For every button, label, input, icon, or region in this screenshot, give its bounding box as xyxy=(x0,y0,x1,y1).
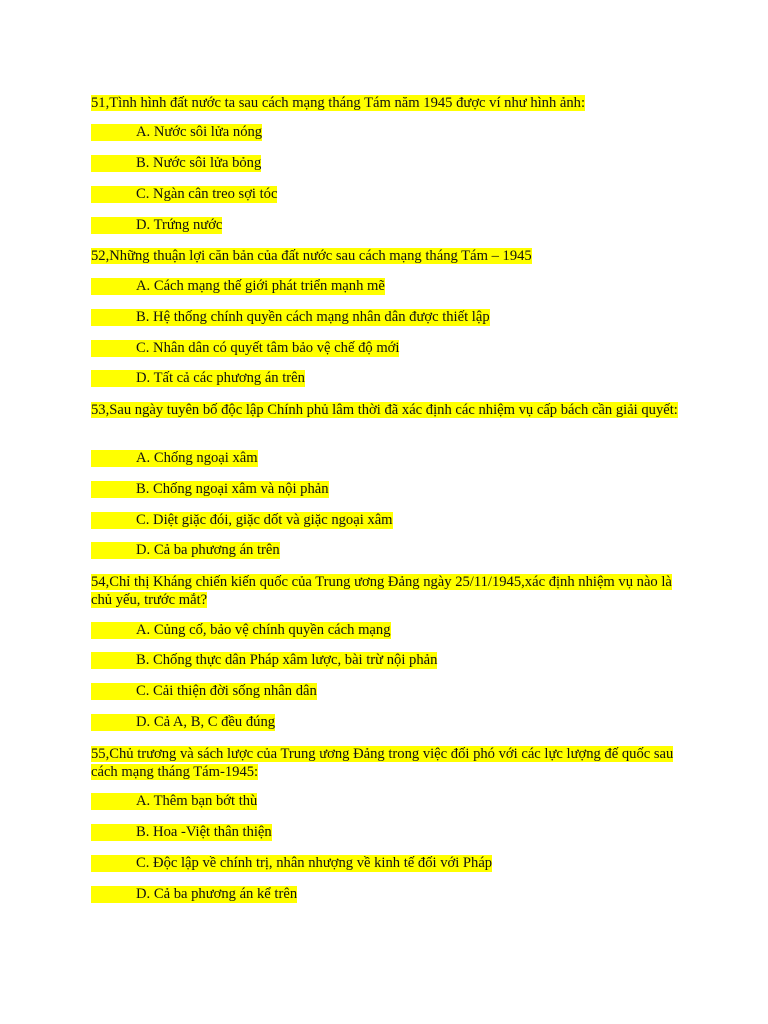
option-text: C. Độc lập về chính trị, nhân nhượng về kinh tế đối với Pháp xyxy=(136,855,493,871)
question-text: 52,Những thuận lợi căn bản của đất nước sau cách mạng tháng Tám – 1945 xyxy=(91,248,532,264)
option-text: D. Cả A, B, C đều đúng xyxy=(136,714,276,730)
question-text: 55,Chủ trương và sách lược của Trung ương Đảng trong việc đối phó với các lực lượng đế quốc sau cách mạng tháng Tám-1945: xyxy=(91,746,674,780)
option-55-d xyxy=(91,886,297,903)
option-text: D. Cả ba phương án trên xyxy=(136,542,280,558)
option-54-b xyxy=(91,652,437,669)
option-text: D. Cả ba phương án kể trên xyxy=(136,886,298,902)
option-text: B. Chống thực dân Pháp xâm lược, bài trừ nội phản xyxy=(136,652,438,668)
option-text: A. Chống ngoại xâm xyxy=(136,450,258,466)
option-text: A. Cách mạng thế giới phát triển mạnh mẽ xyxy=(136,278,385,294)
question-52 xyxy=(91,247,681,265)
option-53-c xyxy=(91,512,393,529)
option-text: C. Diệt giặc đói, giặc dốt và giặc ngoại xâm xyxy=(136,512,393,528)
option-text: C. Cải thiện đời sống nhân dân xyxy=(136,683,317,699)
option-52-a xyxy=(91,278,385,295)
option-text: B. Chống ngoại xâm và nội phản xyxy=(136,481,329,497)
option-text: D. Trứng nước xyxy=(136,217,223,233)
option-55-b xyxy=(91,824,272,841)
option-55-a xyxy=(91,793,257,810)
question-text: 51,Tình hình đất nước ta sau cách mạng tháng Tám năm 1945 được ví như hình ảnh: xyxy=(91,95,586,111)
option-text: A. Củng cố, bảo vệ chính quyền cách mạng xyxy=(136,622,391,638)
option-text: C. Nhân dân có quyết tâm bảo vệ chế độ mới xyxy=(136,340,400,356)
option-51-a xyxy=(91,124,262,141)
option-text: B. Nước sôi lửa bỏng xyxy=(136,155,262,171)
question-54 xyxy=(91,573,681,609)
option-53-d xyxy=(91,542,280,559)
question-53 xyxy=(91,401,681,419)
option-54-c xyxy=(91,683,317,700)
question-text: 53,Sau ngày tuyên bố độc lập Chính phủ lâm thời đã xác định các nhiệm vụ cấp bách cần giải quyết: xyxy=(91,402,678,418)
option-52-b xyxy=(91,309,490,326)
option-55-c xyxy=(91,855,492,872)
option-52-d xyxy=(91,370,305,387)
option-54-d xyxy=(91,714,275,731)
option-51-b xyxy=(91,155,261,172)
option-text: D. Tất cả các phương án trên xyxy=(136,370,305,386)
option-54-a xyxy=(91,622,391,639)
question-text: 54,Chỉ thị Kháng chiến kiến quốc của Trung ương Đảng ngày 25/11/1945,xác định nhiệm vụ nào là chủ yếu, trước mắt? xyxy=(91,574,672,608)
option-53-b xyxy=(91,481,329,498)
option-text: B. Hệ thống chính quyền cách mạng nhân dân được thiết lập xyxy=(136,309,490,325)
option-53-a xyxy=(91,450,258,467)
option-text: A. Nước sôi lửa nóng xyxy=(136,124,263,140)
question-55 xyxy=(91,745,681,781)
option-51-d xyxy=(91,217,222,234)
option-52-c xyxy=(91,340,399,357)
option-text: B. Hoa -Việt thân thiện xyxy=(136,824,272,840)
option-51-c xyxy=(91,186,277,203)
option-text: A. Thêm bạn bớt thù xyxy=(136,793,258,809)
option-text: C. Ngàn cân treo sợi tóc xyxy=(136,186,278,202)
question-51 xyxy=(91,94,681,112)
